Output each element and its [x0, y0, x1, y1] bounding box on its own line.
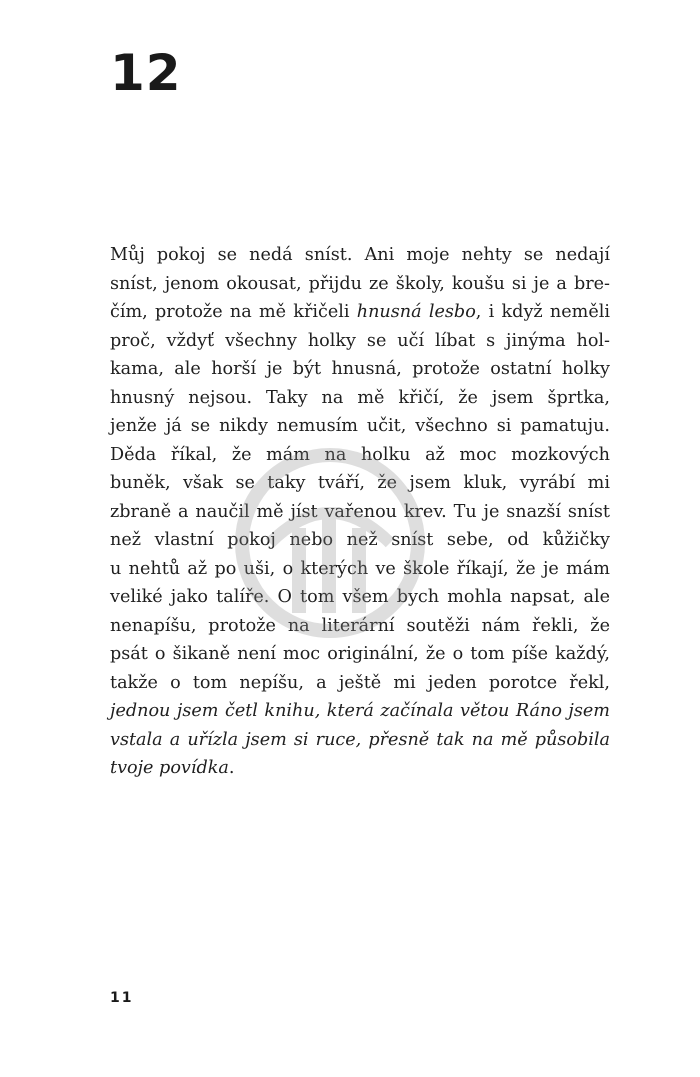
- italic-text-segment: hnusná lesbo: [356, 302, 476, 322]
- text-segment: hnusný nejsou. Taky na mě křičí, že jsem šprtka,: [110, 387, 610, 408]
- text-line: [110, 640, 610, 669]
- text-segment: sníst, jenom okousat, přijdu ze školy, koušu si je a bre-: [110, 273, 610, 294]
- text-segment: u nehtů až po uši, o kterých ve škole říkají, že je mám: [110, 558, 610, 579]
- text-line: [110, 754, 610, 783]
- text-segment: Můj pokoj se nedá sníst. Ani moje nehty se nedají: [110, 245, 610, 265]
- text-line: [110, 241, 610, 270]
- text-line: [110, 270, 610, 299]
- text-line: [110, 612, 610, 641]
- text-line: [110, 355, 610, 384]
- text-segment: , i když neměli: [475, 302, 610, 322]
- text-line: [110, 726, 610, 755]
- page-number: 11: [110, 990, 134, 1006]
- text-line: [110, 327, 610, 356]
- text-line: [110, 469, 610, 498]
- text-segment: veliké jako talíře. O tom všem bych mohla napsat, ale: [110, 587, 610, 607]
- text-segment: čím, protože na mě křičeli: [110, 302, 357, 322]
- text-segment: buněk, však se taky tváří, že jsem kluk, vyrábí mi: [110, 473, 610, 493]
- text-segment: zbraně a naučil mě jíst vařenou krev. Tu je snazší sníst: [110, 501, 610, 522]
- italic-text-segment: jednou jsem četl knihu, která začínala větou Ráno jsem: [110, 701, 610, 721]
- chapter-number: 12: [110, 44, 182, 102]
- text-line: [110, 526, 610, 555]
- text-segment: než vlastní pokoj nebo než sníst sebe, od kůžičky: [110, 530, 610, 550]
- text-line: [110, 298, 610, 327]
- text-segment: nenapíšu, protože na literární soutěži nám řekli, že: [110, 615, 610, 636]
- text-segment: .: [228, 758, 235, 778]
- text-line: [110, 441, 610, 470]
- text-line: [110, 669, 610, 698]
- text-segment: psát o šikaně není moc originální, že o tom píše každý,: [110, 644, 610, 664]
- text-segment: takže o tom nepíšu, a ještě mi jeden porotce řekl,: [110, 672, 610, 693]
- text-segment: proč, vždyť všechny holky se učí líbat s jinýma hol-: [110, 330, 610, 351]
- body-paragraph: [110, 241, 610, 783]
- text-line: [110, 412, 610, 441]
- text-line: [110, 384, 610, 413]
- text-segment: jenže já se nikdy nemusím učit, všechno si pamatuju.: [110, 416, 610, 436]
- italic-text-segment: vstala a uřízla jsem si ruce, přesně tak na mě působila: [110, 729, 610, 750]
- text-line: [110, 498, 610, 527]
- text-line: [110, 555, 610, 584]
- text-segment: kama, ale horší je být hnusná, protože ostatní holky: [110, 359, 610, 379]
- text-segment: Děda říkal, že mám na holku až moc mozkových: [110, 444, 610, 465]
- text-line: [110, 697, 610, 726]
- italic-text-segment: tvoje povídka: [110, 758, 229, 778]
- text-line: [110, 583, 610, 612]
